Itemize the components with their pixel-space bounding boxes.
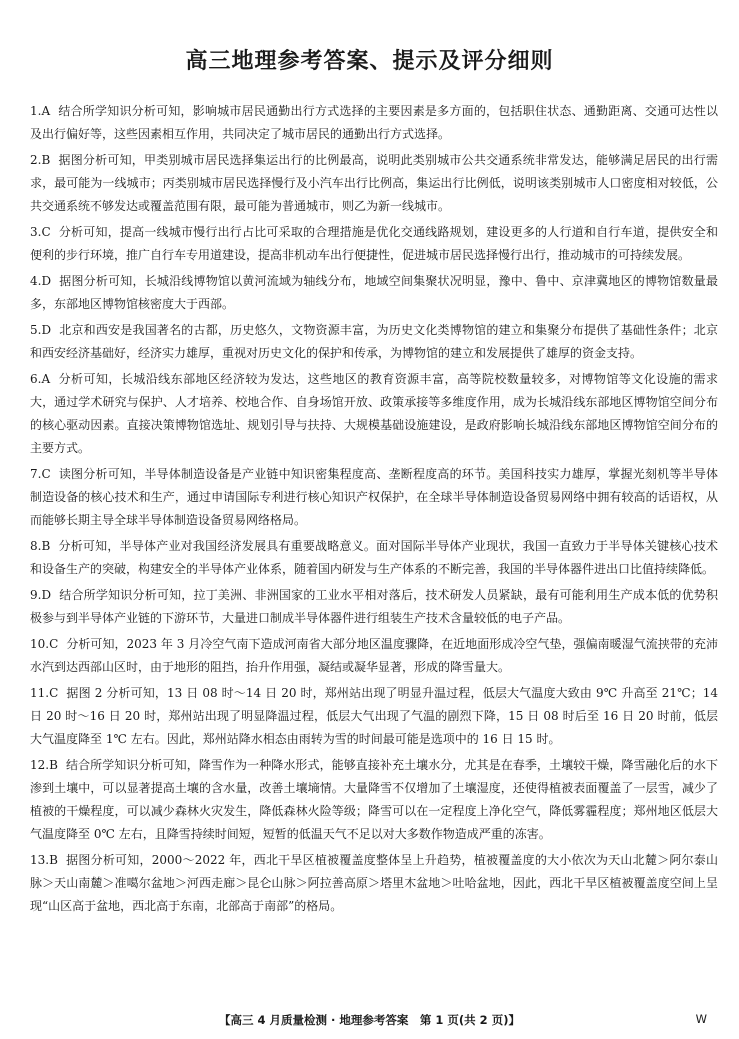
page-title: 高三地理参考答案、提示及评分细则 bbox=[185, 49, 554, 74]
question-number: 10. bbox=[30, 637, 50, 651]
answer-letter: B bbox=[49, 853, 58, 867]
question-number: 7. bbox=[30, 467, 42, 481]
answer-letter: C bbox=[49, 637, 59, 651]
explanation-text: 分析可知，2023 年 3 月冷空气南下造成河南省大部分地区温度骤降，在近地面形成冷空气垫，强偏南暖湿气流挟带的充沛水汽到达西部山区时，由于地形的阻挡，抬升作用强，凝结或凝华显著，形成的降雪量大。 bbox=[30, 637, 718, 674]
answer-letter: D bbox=[41, 323, 52, 337]
question-number: 2. bbox=[30, 153, 42, 167]
question-number: 5. bbox=[30, 323, 42, 337]
answer-letter: A bbox=[41, 372, 51, 386]
answer-item bbox=[30, 221, 718, 267]
question-number: 12. bbox=[30, 758, 50, 772]
answer-item bbox=[30, 463, 718, 532]
explanation-text: 据图分析可知，甲类别城市居民选择集运出行的比例最高，说明此类别城市公共交通系统非常发达，能够满足居民的出行需求，最可能为一线城市；丙类别城市居民选择慢行及小汽车出行比例高，集运出行比例低，说明该类别城市人口密度相对较低，公共交通系统不够发达或覆盖范围有限，最可能为普通城市，则乙为新一线城市。 bbox=[30, 153, 718, 213]
question-number: 3. bbox=[30, 225, 42, 239]
answer-letter: B bbox=[49, 758, 58, 772]
answer-letter: C bbox=[41, 225, 51, 239]
answer-list bbox=[30, 100, 718, 921]
answer-item bbox=[30, 368, 718, 460]
answer-item bbox=[30, 682, 718, 751]
explanation-text: 分析可知，提高一线城市慢行出行占比可采取的合理措施是优化交通线路规划，建设更多的人行道和自行车道，提供安全和便利的步行环境，推广自行车专用道建设，提高非机动车出行便捷性，促进城市居民选择慢行出行，推动城市的可持续发展。 bbox=[30, 225, 718, 262]
answer-letter: B bbox=[41, 153, 51, 167]
question-number: 9. bbox=[30, 588, 42, 602]
answer-item bbox=[30, 849, 718, 918]
answer-letter: C bbox=[49, 686, 59, 700]
answer-item bbox=[30, 270, 718, 316]
explanation-text: 结合所学知识分析可知，降雪作为一种降水形式，能够直接补充土壤水分，尤其是在春季，土壤较干燥，降雪融化后的水下渗到土壤中，可以显著提高土壤的含水量，改善土壤墒情。大量降雪不仅增加了土壤湿度，还使得植被表面覆盖了一层雪，减少了植被的干燥程度，可以减少森林火灾发生，降低森林火险等级；降雪可以在一定程度上净化空气，降低雾霾程度；郑州地区低层大气温度降至 0℃ 左右，且降雪持续时间短，短暂的低温天气不足以对大多数作物造成严重的冻害。 bbox=[30, 758, 718, 841]
explanation-text: 分析可知，长城沿线东部地区经济较为发达，这些地区的教育资源丰富，高等院校数量较多，对博物馆等文化设施的需求大，通过学术研究与保护、人才培养、校地合作、自身场馆开放、政策承接等多维度作用，成为长城沿线东部地区博物馆空间分布的核心驱动因素。直接决策博物馆选址、规划引导与扶持、大规模基础设施建设，是政府影响长城沿线东部地区博物馆空间分布的主要方式。 bbox=[30, 372, 718, 455]
answer-letter: D bbox=[41, 588, 52, 602]
page-footer: 【高三 4 月质量检测 · 地理参考答案 第 1 页(共 2 页)】 bbox=[219, 1013, 520, 1027]
explanation-text: 据图分析可知，2000～2022 年，西北干旱区植被覆盖度整体呈上升趋势，植被覆盖度的大小依次为天山北麓＞阿尔泰山脉＞天山南麓＞准噶尔盆地＞河西走廊＞昆仑山脉＞阿拉善高原＞塔里木盆地＞吐哈盆地，因此，西北干旱区植被覆盖度空间上呈现“山区高于盆地，西北高于东南，北部高于南部”的格局。 bbox=[30, 853, 718, 913]
answer-letter: C bbox=[41, 467, 51, 481]
question-number: 13. bbox=[30, 853, 50, 867]
answer-item bbox=[30, 319, 718, 365]
question-number: 6. bbox=[30, 372, 42, 386]
corner-mark: W bbox=[695, 1012, 707, 1026]
answer-item bbox=[30, 584, 718, 630]
answer-item bbox=[30, 754, 718, 846]
explanation-text: 分析可知，半导体产业对我国经济发展具有重要战略意义。面对国际半导体产业现状，我国一直致力于半导体关键核心技术和设备生产的突破，构建安全的半导体产业体系，随着国内研发与生产体系的不断完善，我国的半导体器件进出口比值持续降低。 bbox=[30, 539, 718, 576]
answer-item bbox=[30, 535, 718, 581]
answer-item bbox=[30, 100, 718, 146]
question-number: 1. bbox=[30, 104, 42, 118]
explanation-text: 据图分析可知，长城沿线博物馆以黄河流域为轴线分布，地域空间集聚状况明显，豫中、鲁中、京津冀地区的博物馆数量最多，东部地区博物馆核密度大于西部。 bbox=[30, 274, 718, 311]
explanation-text: 结合所学知识分析可知，拉丁美洲、非洲国家的工业水平相对落后，技术研发人员紧缺，最有可能利用生产成本低的优势积极参与到半导体产业链的下游环节，大量进口制成半导体器件进行组装生产技术含量较低的电子产品。 bbox=[30, 588, 718, 625]
explanation-text: 读图分析可知，半导体制造设备是产业链中知识密集程度高、垄断程度高的环节。美国科技实力雄厚，掌握光刻机等半导体制造设备的核心技术和生产，通过申请国际专利进行核心知识产权保护，在全球半导体制造设备贸易网络中拥有较高的话语权，从而能够长期主导全球半导体制造设备贸易网络格局。 bbox=[30, 467, 718, 527]
answer-item bbox=[30, 149, 718, 218]
answer-item bbox=[30, 633, 718, 679]
answer-letter: A bbox=[41, 104, 51, 118]
explanation-text: 据图 2 分析可知，13 日 08 时～14 日 20 时，郑州站出现了明显升温过程，低层大气温度大致由 9℃ 升高至 21℃；14 日 20 时～16 日 20 时，郑州站出现了明显降温过程，低层大气出现了气温的剧烈下降，15 日 08 时后至 16 日 20 时前，低层大气温度降至 1℃ 左右。因此，郑州站降水相态由雨转为雪的时间最可能是选项中的 16 日 15 时。 bbox=[30, 686, 718, 746]
answer-letter: B bbox=[41, 539, 51, 553]
question-number: 11. bbox=[30, 686, 50, 700]
explanation-text: 北京和西安是我国著名的古都，历史悠久，文物资源丰富，为历史文化类博物馆的建立和集聚分布提供了基础性条件；北京和西安经济基础好，经济实力雄厚，重视对历史文化的保护和传承，为博物馆的建立和发展提供了雄厚的资金支持。 bbox=[30, 323, 718, 360]
question-number: 4. bbox=[30, 274, 42, 288]
answer-letter: D bbox=[41, 274, 52, 288]
explanation-text: 结合所学知识分析可知，影响城市居民通勤出行方式选择的主要因素是多方面的，包括职住状态、通勤距离、交通可达性以及出行偏好等，这些因素相互作用，共同决定了城市居民的通勤出行方式选择。 bbox=[30, 104, 718, 141]
question-number: 8. bbox=[30, 539, 42, 553]
